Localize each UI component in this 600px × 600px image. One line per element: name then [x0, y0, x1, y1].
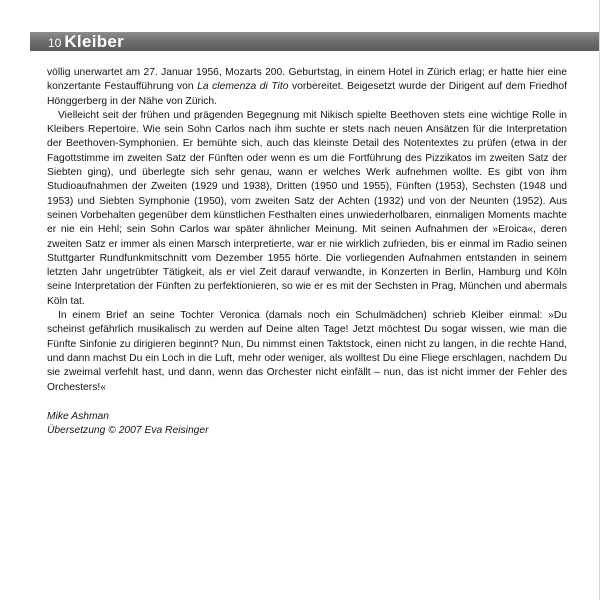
- author-credit: Mike Ashman: [47, 410, 109, 422]
- header-bar: [30, 32, 600, 51]
- page-number: 10: [48, 35, 62, 50]
- work-title: La clemenza di Tito: [197, 81, 289, 93]
- section-title: Kleiber: [64, 31, 125, 51]
- paragraph-1-text-a: völlig unerwartet am 27. Januar 1956, Mozarts 200. Geburtstag, in einem Hotel in Zürich erlag; er hatte hier eine konzertante Festaufführung von: [47, 67, 567, 93]
- article-body: [47, 66, 567, 438]
- paragraph-2: Vielleicht seit der frühen und prägenden Begegnung mit Nikisch spielte Beethoven stets eine wichtige Rolle in Kleibers Repertoire. Wie sein Sohn Carlos nach ihm suchte er stets nach neuen Ansätzen für die Interpretation der Beethoven-Symphonien. Er bemühte sich, auch das kleinste Detail des Notentextes zu prüfen (etwa in der Fagottstimme im zweiten Satz der Fünften oder wenn es um die Fortführung des Pizzikatos im zweiten Satz der Siebten ging), und überlegte sich sehr genau, wann er welches Werk aufnehmen wollte. Es gibt von ihm Studioaufnahmen der Zweiten (1929 und 1938), Dritten (1950 und 1955), Fünften (1953), Sechsten (1948 und 1953) und Siebten Symphonie (1950), vom zweiten Satz der Achten (1932) und von der Neunten (1952). Aus seinen Vorbehalten gegenüber dem künstlichen Festhalten eines unwiederholbaren, einmaligen Moments machte er nie ein Hehl; sein Sohn Carlos war später ähnlicher Meinung. Mit seinen Aufnahmen der »Eroica«, deren zweiten Satz er immer als einen Marsch interpretierte, war er nie wirklich zufrieden, bis er einmal im Radio seinen Stuttgarter Rundfunkmitschnitt vom Dezember 1955 hörte. Die vorliegenden Aufnahmen entstanden in seinem letzten Jahr ungetrübter Tätigkeit, als er viel Zeit darauf verwandte, in Konzerten in Berlin, Hamburg und Köln seine Interpretation der Fünften zu perfektionieren, so wie er es mit der Sechsten in Prag, München und abermals Köln tat.: [47, 109, 567, 307]
- translation-credit: Übersetzung © 2007 Eva Reisinger: [47, 424, 209, 436]
- paragraph-1: [47, 66, 567, 109]
- credits: [47, 410, 567, 438]
- paragraph-3: In einem Brief an seine Tochter Veronica (damals noch ein Schulmädchen) schrieb Kleiber einmal: »Du scheinst gefährlich musikalisch zu werden auf Deine alten Tage! Jetzt möchtest Du sogar wissen, wie man die Fünfte Sinfonie zu dirigieren beginnt? Nun, Du nimmst einen Taktstock, einen nicht zu langen, in die rechte Hand, und dann machst Du ein Loch in die Luft, mehr oder weniger, als wolltest Du eine Fliege erschlagen, nachdem Du sie zweimal verfehlt hast, und dann, wenn das Orchester nicht einfällt – nun, das ist nicht immer der Fehler des Orchesters!«: [47, 310, 567, 393]
- paragraph-1-text-b: vorbereitet. Beigesetzt wurde der Dirigent auf dem Friedhof Hönggerberg in der Nähe von Zürich.: [47, 81, 567, 107]
